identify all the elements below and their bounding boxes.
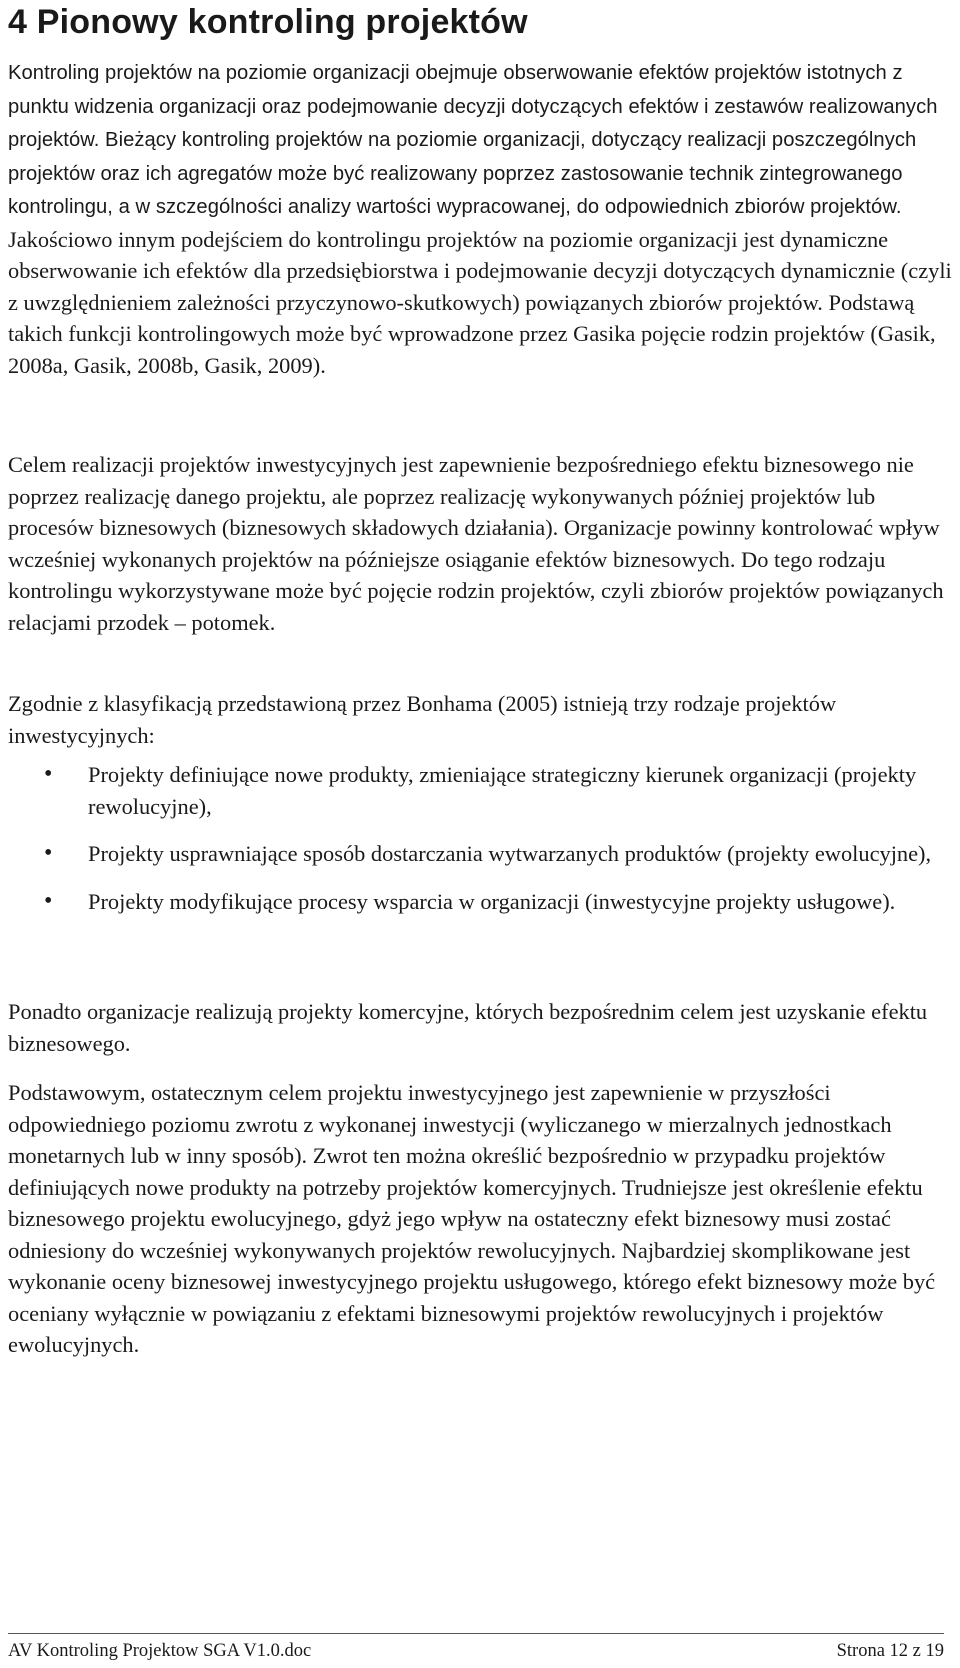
paragraph-intro-serif-part: Jakościowo innym podejściem do kontrolingu projektów na poziomie organizacji jest dynamiczne obserwowanie ich efektów dla przedsiębiorstwa i podejmowanie decyzji dotyczących dynamicznie (czyli z uwzględnieniem zależności przyczynowo-skutkowych) powiązanych zbiorów projektów. Podstawą takich funkcji kontrolingowych może być wprowadzone przez Gasika pojęcie rodzin projektów (Gasik, 2008a, Gasik, 2008b, Gasik, 2009). xyxy=(8,226,952,378)
project-types-list xyxy=(8,759,953,933)
document-page xyxy=(8,0,953,1668)
footer-filename: AV Kontroling Projektow SGA V1.0.doc xyxy=(8,1641,312,1661)
list-item-text: Projekty usprawniające sposób dostarczania wytwarzanych produktów (projekty ewolucyjne), xyxy=(88,841,932,866)
footer-page-number: Strona 12 z 19 xyxy=(836,1641,944,1661)
paragraph-classification: Zgodnie z klasyfikacją przedstawioną przez Bonhama (2005) istnieją trzy rodzaje projektów inwestycyjnych: xyxy=(8,691,837,748)
section-heading: 4 Pionowy kontroling projektów xyxy=(8,3,528,41)
paragraph-investment-goal: Celem realizacji projektów inwestycyjnych jest zapewnienie bezpośredniego efektu biznesowego nie poprzez realizację danego projektu, ale poprzez realizację wykonywanych później projektów lub procesów biznesowych (biznesowych składowych działania). Organizacje powinny kontrolować wpływ wcześniej wykonanych projektów na późniejsze osiąganie efektów biznesowych. Do tego rodzaju kontrolingu wykorzystywane może być pojęcie rodzin projektów, czyli zbiorów projektów powiązanych relacjami przodek – potomek. xyxy=(8,452,944,635)
list-item-text: Projekty modyfikujące procesy wsparcia w organizacji (inwestycyjne projekty usługowe). xyxy=(88,888,896,914)
bullet-icon: • xyxy=(44,761,53,787)
paragraph-return-on-investment: Podstawowym, ostatecznym celem projektu inwestycyjnego jest zapewnienie w przyszłości odpowiedniego poziomu zwrotu z wykonanej inwestycji (wyliczanego w mierzalnych jednostkach monetarnych lub w inny sposób). Zwrot ten można określić bezpośrednio w przypadku projektów definiujących nowe produkty na potrzeby projektów komercyjnych. Trudniejsze jest określenie efektu biznesowego projektu ewolucyjnego, gdyż jego wpływ na ostateczny efekt biznesowy musi zostać odniesiony do wcześniej wykonywanych projektów rewolucyjnych. Najbardziej skomplikowane jest wykonanie oceny biznesowej inwestycyjnego projektu usługowego, którego efekt biznesowy może być oceniany wyłącznie w powiązaniu z efektami biznesowymi projektów rewolucyjnych i projektów ewolucyjnych. xyxy=(8,1080,936,1357)
paragraph-commercial-projects: Ponadto organizacje realizują projekty komercyjne, których bezpośrednim celem jest uzyskanie efektu biznesowego. xyxy=(8,999,928,1056)
list-item-text: Projekty definiujące nowe produkty, zmieniające strategiczny kierunek organizacji (projekty rewolucyjne), xyxy=(88,762,917,819)
list-item xyxy=(8,838,953,870)
bullet-icon: • xyxy=(44,840,53,866)
list-item xyxy=(8,759,953,822)
paragraph-intro-sans-part: Kontroling projektów na poziomie organizacji obejmuje obserwowanie efektów projektów istotnych z punktu widzenia organizacji oraz podejmowanie decyzji dotyczących efektów i zestawów realizowanych projektów. Bieżący kontroling projektów na poziomie organizacji, dotyczący realizacji poszczególnych projektów oraz ich agregatów może być realizowany poprzez zastosowanie technik zintegrowanego kontrolingu, a w szczególności analizy wartości wypracowanej, do odpowiednich zbiorów projektów. xyxy=(8,62,938,218)
list-item xyxy=(8,886,953,918)
bullet-icon: • xyxy=(44,887,53,914)
footer-divider xyxy=(8,1633,944,1634)
paragraph-intro xyxy=(8,56,953,381)
